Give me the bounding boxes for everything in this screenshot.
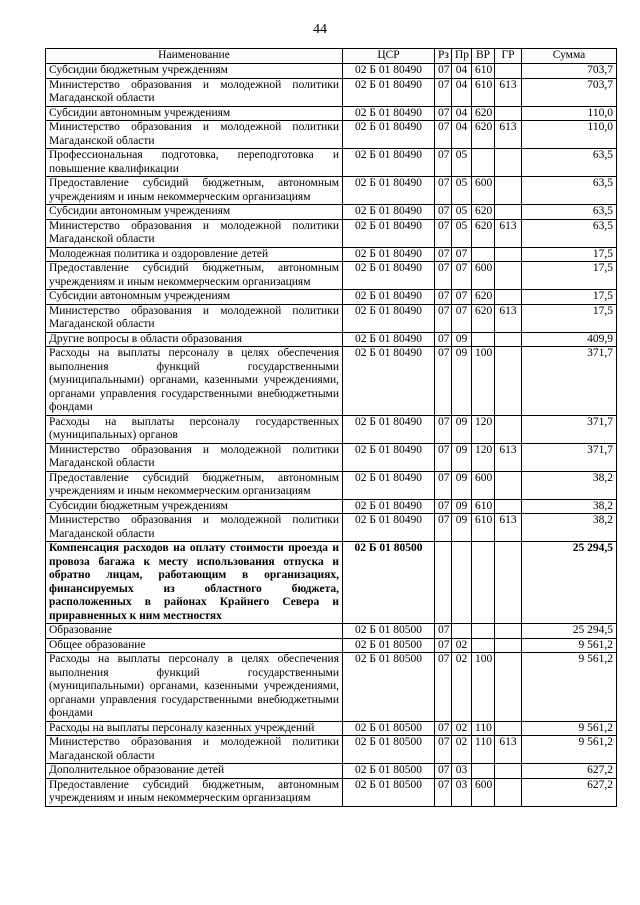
row-gr: 613	[495, 121, 522, 149]
row-rz: 07	[435, 514, 452, 542]
table-row	[46, 290, 617, 305]
row-rz: 07	[435, 149, 452, 177]
row-vr	[472, 149, 495, 177]
row-rz: 07	[435, 332, 452, 347]
row-pr	[452, 542, 472, 624]
row-vr: 600	[472, 778, 495, 806]
row-name: Предоставление субсидий бюджетным, автономным учреждениям и иным некоммерческим организациям	[46, 262, 343, 290]
row-sum: 38,2	[522, 514, 617, 542]
row-csr: 02 Б 01 80490	[343, 514, 435, 542]
row-pr: 04	[452, 78, 472, 106]
row-csr: 02 Б 01 80490	[343, 149, 435, 177]
row-rz: 07	[435, 64, 452, 79]
row-rz: 07	[435, 721, 452, 736]
row-rz: 07	[435, 443, 452, 471]
table-row	[46, 332, 617, 347]
row-rz	[435, 542, 452, 624]
row-pr: 09	[452, 347, 472, 416]
row-sum: 627,2	[522, 778, 617, 806]
page-number: 44	[313, 22, 327, 37]
row-gr	[495, 106, 522, 121]
row-csr: 02 Б 01 80500	[343, 764, 435, 779]
row-name: Предоставление субсидий бюджетным, автономным учреждениям и иным некоммерческим организациям	[46, 177, 343, 205]
row-vr: 620	[472, 219, 495, 247]
table-row	[46, 638, 617, 653]
row-rz: 07	[435, 106, 452, 121]
row-gr	[495, 778, 522, 806]
table-row	[46, 721, 617, 736]
row-csr: 02 Б 01 80500	[343, 542, 435, 624]
row-csr: 02 Б 01 80490	[343, 205, 435, 220]
row-name: Министерство образования и молодежной политики Магаданской области	[46, 304, 343, 332]
row-vr	[472, 332, 495, 347]
row-pr: 03	[452, 778, 472, 806]
table-row	[46, 653, 617, 722]
row-sum: 17,5	[522, 290, 617, 305]
row-rz: 07	[435, 177, 452, 205]
row-vr: 600	[472, 262, 495, 290]
row-gr	[495, 332, 522, 347]
row-vr: 610	[472, 78, 495, 106]
row-pr: 07	[452, 290, 472, 305]
row-csr: 02 Б 01 80490	[343, 219, 435, 247]
row-pr: 02	[452, 638, 472, 653]
row-name: Расходы на выплаты персоналу казенных учреждений	[46, 721, 343, 736]
row-gr: 613	[495, 219, 522, 247]
row-sum: 63,5	[522, 205, 617, 220]
row-pr: 03	[452, 764, 472, 779]
budget-table	[45, 48, 617, 807]
row-rz: 07	[435, 415, 452, 443]
row-vr: 610	[472, 514, 495, 542]
row-pr: 05	[452, 177, 472, 205]
row-sum: 17,5	[522, 262, 617, 290]
row-pr: 09	[452, 332, 472, 347]
row-gr	[495, 415, 522, 443]
row-csr: 02 Б 01 80500	[343, 778, 435, 806]
table-row	[46, 219, 617, 247]
row-rz: 07	[435, 764, 452, 779]
row-name: Другие вопросы в области образования	[46, 332, 343, 347]
row-name: Субсидии автономным учреждениям	[46, 205, 343, 220]
row-csr: 02 Б 01 80490	[343, 499, 435, 514]
row-rz: 07	[435, 653, 452, 722]
row-name: Молодежная политика и оздоровление детей	[46, 247, 343, 262]
row-vr	[472, 247, 495, 262]
row-csr: 02 Б 01 80490	[343, 106, 435, 121]
row-csr: 02 Б 01 80490	[343, 262, 435, 290]
table-row	[46, 106, 617, 121]
row-sum: 9 561,2	[522, 638, 617, 653]
row-vr	[472, 764, 495, 779]
table-row	[46, 542, 617, 624]
row-rz: 07	[435, 347, 452, 416]
table-row	[46, 247, 617, 262]
header-gr: ГР	[495, 49, 522, 64]
row-gr	[495, 247, 522, 262]
row-sum: 371,7	[522, 347, 617, 416]
row-csr: 02 Б 01 80500	[343, 653, 435, 722]
row-vr: 110	[472, 721, 495, 736]
row-pr: 02	[452, 736, 472, 764]
table-body	[46, 64, 617, 807]
row-name: Предоставление субсидий бюджетным, автономным учреждениям и иным некоммерческим организациям	[46, 471, 343, 499]
row-name: Профессиональная подготовка, переподготовка и повышение квалификации	[46, 149, 343, 177]
row-rz: 07	[435, 219, 452, 247]
table-row	[46, 177, 617, 205]
row-vr	[472, 638, 495, 653]
row-vr: 120	[472, 415, 495, 443]
row-csr: 02 Б 01 80500	[343, 736, 435, 764]
row-name: Субсидии автономным учреждениям	[46, 106, 343, 121]
row-gr: 613	[495, 514, 522, 542]
row-csr: 02 Б 01 80490	[343, 304, 435, 332]
row-gr	[495, 177, 522, 205]
row-sum: 110,0	[522, 121, 617, 149]
row-pr: 02	[452, 653, 472, 722]
row-name: Общее образование	[46, 638, 343, 653]
row-pr: 09	[452, 443, 472, 471]
table-row	[46, 778, 617, 806]
row-gr	[495, 624, 522, 639]
row-rz: 07	[435, 262, 452, 290]
row-sum: 409,9	[522, 332, 617, 347]
row-sum: 63,5	[522, 219, 617, 247]
table-row	[46, 149, 617, 177]
row-pr: 09	[452, 499, 472, 514]
row-name: Субсидии бюджетным учреждениям	[46, 64, 343, 79]
table-row	[46, 121, 617, 149]
row-vr: 100	[472, 653, 495, 722]
row-name: Предоставление субсидий бюджетным, автономным учреждениям и иным некоммерческим организациям	[46, 778, 343, 806]
row-csr: 02 Б 01 80490	[343, 177, 435, 205]
row-vr: 610	[472, 499, 495, 514]
row-pr	[452, 624, 472, 639]
table-row	[46, 205, 617, 220]
row-rz: 07	[435, 778, 452, 806]
header-sum: Сумма	[522, 49, 617, 64]
header-csr: ЦСР	[343, 49, 435, 64]
row-gr	[495, 542, 522, 624]
row-sum: 25 294,5	[522, 624, 617, 639]
row-sum: 17,5	[522, 247, 617, 262]
row-sum: 25 294,5	[522, 542, 617, 624]
row-sum: 9 561,2	[522, 736, 617, 764]
row-rz: 07	[435, 205, 452, 220]
row-name: Расходы на выплаты персоналу в целях обеспечения выполнения функций государственными (муниципальными) органами, казенными учреждениями, органами управления государственными внебюджетными фондами	[46, 653, 343, 722]
row-sum: 371,7	[522, 443, 617, 471]
table-row	[46, 736, 617, 764]
row-pr: 05	[452, 149, 472, 177]
row-rz: 07	[435, 290, 452, 305]
table-row	[46, 347, 617, 416]
row-rz: 07	[435, 736, 452, 764]
header-rz: Рз	[435, 49, 452, 64]
row-gr	[495, 347, 522, 416]
table-row	[46, 499, 617, 514]
row-vr: 100	[472, 347, 495, 416]
row-pr: 07	[452, 247, 472, 262]
table-row	[46, 262, 617, 290]
row-gr	[495, 638, 522, 653]
row-sum: 17,5	[522, 304, 617, 332]
row-name: Расходы на выплаты персоналу государственных (муниципальных) органов	[46, 415, 343, 443]
row-vr: 600	[472, 471, 495, 499]
row-name: Расходы на выплаты персоналу в целях обеспечения выполнения функций государственными (муниципальными) органами, казенными учреждениями, органами управления государственными внебюджетными фондами	[46, 347, 343, 416]
row-name: Министерство образования и молодежной политики Магаданской области	[46, 736, 343, 764]
row-sum: 9 561,2	[522, 653, 617, 722]
row-gr	[495, 499, 522, 514]
row-sum: 703,7	[522, 78, 617, 106]
row-csr: 02 Б 01 80490	[343, 347, 435, 416]
row-gr	[495, 262, 522, 290]
table-row	[46, 443, 617, 471]
row-sum: 63,5	[522, 177, 617, 205]
table-row	[46, 304, 617, 332]
table-row	[46, 415, 617, 443]
row-gr	[495, 653, 522, 722]
row-rz: 07	[435, 471, 452, 499]
table-row	[46, 514, 617, 542]
row-gr: 613	[495, 443, 522, 471]
row-sum: 38,2	[522, 499, 617, 514]
row-pr: 04	[452, 64, 472, 79]
row-vr: 620	[472, 106, 495, 121]
row-name: Министерство образования и молодежной политики Магаданской области	[46, 514, 343, 542]
row-csr: 02 Б 01 80490	[343, 415, 435, 443]
row-gr	[495, 721, 522, 736]
row-csr: 02 Б 01 80500	[343, 721, 435, 736]
row-rz: 07	[435, 247, 452, 262]
row-pr: 09	[452, 514, 472, 542]
row-csr: 02 Б 01 80500	[343, 624, 435, 639]
row-vr	[472, 624, 495, 639]
row-name: Министерство образования и молодежной политики Магаданской области	[46, 443, 343, 471]
row-vr	[472, 542, 495, 624]
row-csr: 02 Б 01 80490	[343, 443, 435, 471]
row-gr	[495, 290, 522, 305]
row-pr: 07	[452, 304, 472, 332]
row-pr: 09	[452, 471, 472, 499]
header-pr: Пр	[452, 49, 472, 64]
table-row	[46, 764, 617, 779]
row-vr: 120	[472, 443, 495, 471]
row-csr: 02 Б 01 80490	[343, 121, 435, 149]
row-gr	[495, 64, 522, 79]
row-vr: 620	[472, 290, 495, 305]
row-pr: 05	[452, 219, 472, 247]
row-rz: 07	[435, 499, 452, 514]
table-row	[46, 624, 617, 639]
table-row	[46, 78, 617, 106]
row-gr	[495, 149, 522, 177]
row-pr: 09	[452, 415, 472, 443]
table-header-row	[46, 49, 617, 64]
row-gr: 613	[495, 304, 522, 332]
row-rz: 07	[435, 78, 452, 106]
row-sum: 110,0	[522, 106, 617, 121]
row-name: Министерство образования и молодежной политики Магаданской области	[46, 219, 343, 247]
row-rz: 07	[435, 304, 452, 332]
row-name: Субсидии автономным учреждениям	[46, 290, 343, 305]
row-sum: 371,7	[522, 415, 617, 443]
row-pr: 07	[452, 262, 472, 290]
row-csr: 02 Б 01 80490	[343, 78, 435, 106]
row-sum: 38,2	[522, 471, 617, 499]
row-sum: 627,2	[522, 764, 617, 779]
row-pr: 04	[452, 121, 472, 149]
row-vr: 620	[472, 205, 495, 220]
row-vr: 620	[472, 304, 495, 332]
row-sum: 703,7	[522, 64, 617, 79]
row-vr: 110	[472, 736, 495, 764]
row-csr: 02 Б 01 80490	[343, 290, 435, 305]
header-vr: ВР	[472, 49, 495, 64]
row-name: Компенсация расходов на оплату стоимости проезда и провоза багажа к месту использования отпуска и обратно лицам, работающим в организациях, финансируемых из областного бюджета, расположенных в районах Крайнего Севера и приравненных к ним местностях	[46, 542, 343, 624]
row-gr	[495, 205, 522, 220]
row-csr: 02 Б 01 80490	[343, 64, 435, 79]
row-gr: 613	[495, 78, 522, 106]
header-name: Наименование	[46, 49, 343, 64]
row-name: Дополнительное образование детей	[46, 764, 343, 779]
row-csr: 02 Б 01 80490	[343, 471, 435, 499]
row-pr: 04	[452, 106, 472, 121]
row-vr: 600	[472, 177, 495, 205]
row-gr: 613	[495, 736, 522, 764]
row-gr	[495, 764, 522, 779]
row-csr: 02 Б 01 80490	[343, 332, 435, 347]
row-name: Министерство образования и молодежной политики Магаданской области	[46, 121, 343, 149]
row-csr: 02 Б 01 80490	[343, 247, 435, 262]
table-row	[46, 471, 617, 499]
table-row	[46, 64, 617, 79]
row-pr: 02	[452, 721, 472, 736]
row-vr: 620	[472, 121, 495, 149]
row-name: Образование	[46, 624, 343, 639]
row-gr	[495, 471, 522, 499]
row-csr: 02 Б 01 80500	[343, 638, 435, 653]
row-sum: 9 561,2	[522, 721, 617, 736]
row-name: Субсидии бюджетным учреждениям	[46, 499, 343, 514]
row-name: Министерство образования и молодежной политики Магаданской области	[46, 78, 343, 106]
row-rz: 07	[435, 638, 452, 653]
row-sum: 63,5	[522, 149, 617, 177]
row-vr: 610	[472, 64, 495, 79]
row-rz: 07	[435, 624, 452, 639]
row-rz: 07	[435, 121, 452, 149]
row-pr: 05	[452, 205, 472, 220]
